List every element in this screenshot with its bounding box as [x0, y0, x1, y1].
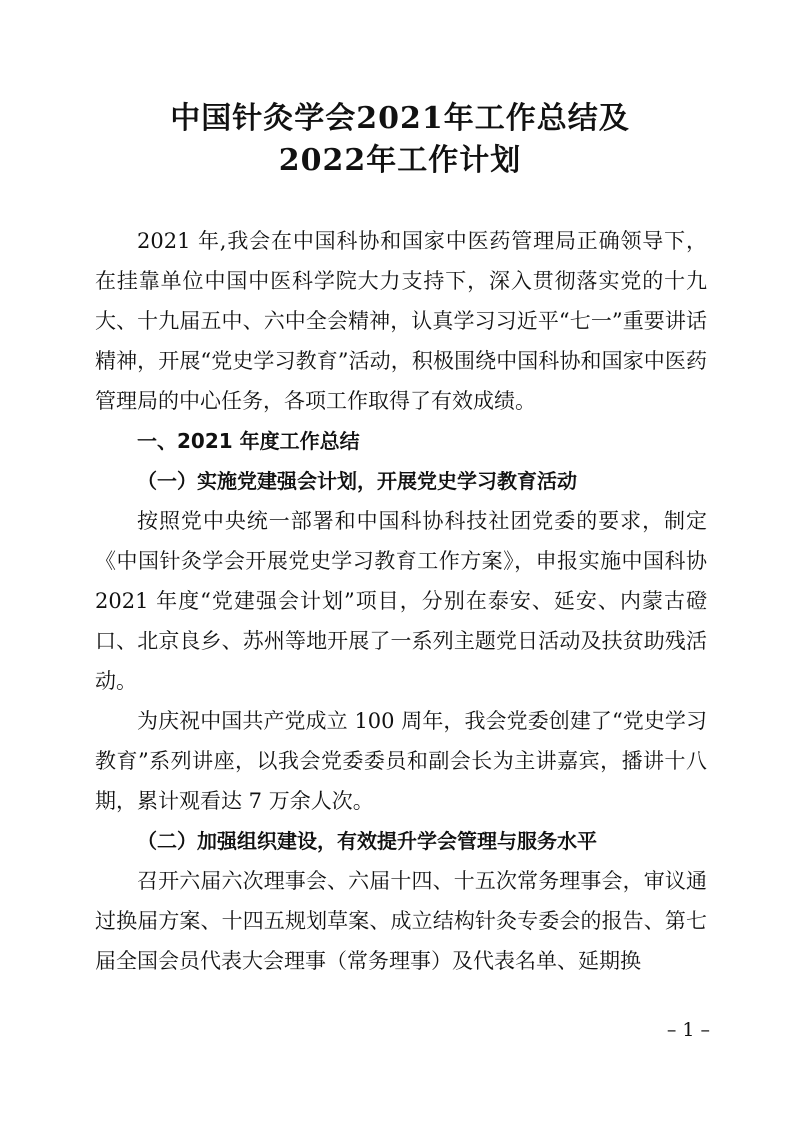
page-number: – 1 –: [666, 1019, 710, 1041]
subsection-1-paragraph-1: 按照党中央统一部署和中国科协科技社团党委的要求，制定《中国针灸学会开展党史学习教育工作方案》，申报实施中国科协 2021 年度“党建强会计划”项目，分别在泰安、延安、内蒙古磴口、北京良乡、苏州等地开展了一系列主题党日活动及扶贫助残活动。: [95, 509, 707, 693]
section-1-heading: 一、2021 年度工作总结: [137, 429, 360, 453]
document-title-line-1: 中国针灸学会2021年工作总结及: [170, 101, 630, 136]
intro-paragraph: 2021 年,我会在中国科协和国家中医药管理局正确领导下，在挂靠单位中国中医科学院大力支持下，深入贯彻落实党的十九大、十九届五中、六中全会精神，认真学习习近平“七一”重要讲话精神，开展“党史学习教育”活动，积极围绕中国科协和国家中医药管理局的中心任务，各项工作取得了有效成绩。: [95, 229, 707, 413]
subsection-2-paragraph-1: 召开六届六次理事会、六届十四、十五次常务理事会，审议通过换届方案、十四五规划草案、成立结构针灸专委会的报告、第七届全国会员代表大会理事（常务理事）及代表名单、延期换: [95, 869, 707, 973]
subsection-2-heading: （二）加强组织建设，有效提升学会管理与服务水平: [137, 829, 597, 853]
document-title-line-2: 2022年工作计划: [278, 143, 522, 178]
subsection-1-heading: （一）实施党建强会计划，开展党史学习教育活动: [137, 469, 577, 493]
subsection-1-paragraph-2: 为庆祝中国共产党成立 100 周年，我会党委创建了“党史学习教育”系列讲座，以我会党委委员和副会长为主讲嘉宾，播讲十八期，累计观看达 7 万余人次。: [95, 709, 707, 813]
